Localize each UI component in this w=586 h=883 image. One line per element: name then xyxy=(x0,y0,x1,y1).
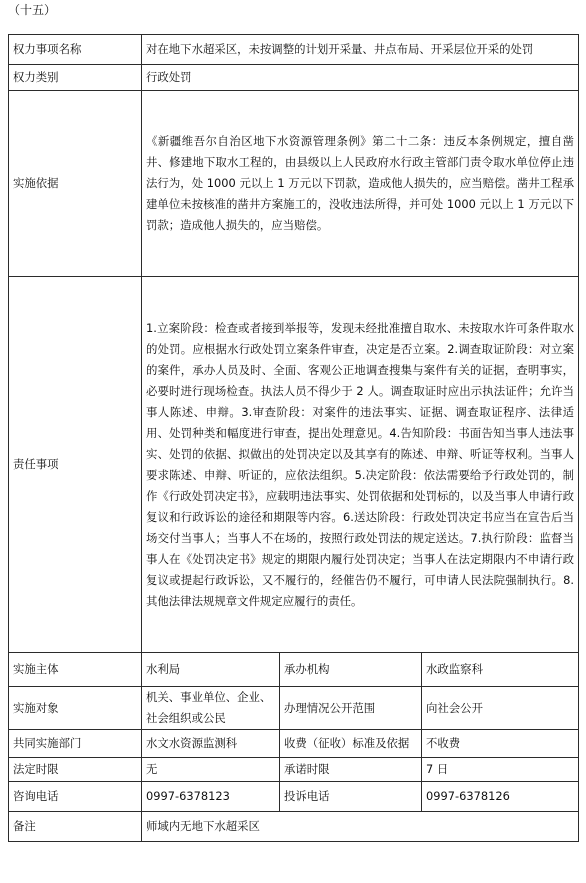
joint-dept-label: 共同实施部门 xyxy=(9,730,142,758)
consult-phone-label: 咨询电话 xyxy=(9,782,142,812)
row-phone xyxy=(9,782,579,812)
handling-org-label: 承办机构 xyxy=(280,653,422,687)
duty-label: 责任事项 xyxy=(9,277,142,653)
target-label: 实施对象 xyxy=(9,687,142,730)
row-remark xyxy=(9,812,579,842)
row-basis xyxy=(9,91,579,277)
basis-value: 《新疆维吾尔自治区地下水资源管理条例》第二十二条：违反本条例规定，擅自凿井、修建地下取水工程的，由县级以上人民政府水行政主管部门责令取水单位停止违法行为，处 1000 元以上 1 万元以下罚款，造成他人损失的，应当赔偿。凿井工程承建单位未按核准的凿井方案施工的，没收违法所得，并可处 1000 元以上 1 万元以下罚款；造成他人损失的，应当赔偿。 xyxy=(142,91,579,277)
disclosure-scope-value: 向社会公开 xyxy=(422,687,579,730)
complaint-phone-value: 0997-6378126 xyxy=(422,782,579,812)
power-item-value: 对在地下水超采区，未按调整的计划开采量、井点布局、开采层位开采的处罚 xyxy=(142,35,579,65)
disclosure-scope-label: 办理情况公开范围 xyxy=(280,687,422,730)
row-target xyxy=(9,687,579,730)
subject-label: 实施主体 xyxy=(9,653,142,687)
power-item-label: 权力事项名称 xyxy=(9,35,142,65)
row-power-item xyxy=(9,35,579,65)
fee-standard-label: 收费（征收）标准及依据 xyxy=(280,730,422,758)
row-joint xyxy=(9,730,579,758)
legal-limit-value: 无 xyxy=(142,758,280,782)
power-type-value: 行政处罚 xyxy=(142,65,579,91)
promise-limit-value: 7 日 xyxy=(422,758,579,782)
row-subject xyxy=(9,653,579,687)
power-type-label: 权力类别 xyxy=(9,65,142,91)
row-power-type xyxy=(9,65,579,91)
promise-limit-label: 承诺时限 xyxy=(280,758,422,782)
row-limit xyxy=(9,758,579,782)
section-heading: （十五） xyxy=(8,3,57,17)
complaint-phone-label: 投诉电话 xyxy=(280,782,422,812)
legal-limit-label: 法定时限 xyxy=(9,758,142,782)
power-item-table xyxy=(8,34,579,842)
row-duty xyxy=(9,277,579,653)
remark-value: 师域内无地下水超采区 xyxy=(142,812,579,842)
consult-phone-value: 0997-6378123 xyxy=(142,782,280,812)
target-value: 机关、事业单位、企业、社会组织或公民 xyxy=(142,687,280,730)
basis-label: 实施依据 xyxy=(9,91,142,277)
fee-standard-value: 不收费 xyxy=(422,730,579,758)
duty-value: 1.立案阶段：检查或者接到举报等，发现未经批准擅自取水、未按取水许可条件取水的处罚。应根据水行政处罚立案条件审查，决定是否立案。2.调查取证阶段：对立案的案件，承办人员及时、全面、客观公正地调查搜集与案件有关的证据，查明事实，必要时进行现场检查。执法人员不得少于 2 人。调查取证时应出示执法证件；允许当事人陈述、申辩。3.审查阶段：对案件的违法事实、证据、调查取证程序、法律适用、处罚种类和幅度进行审查，提出处理意见。4.告知阶段：书面告知当事人违法事实、处罚的依据、拟做出的处罚决定以及其享有的陈述、申辩、听证等权利。当事人要求陈述、申辩、听证的，应依法组织。5.决定阶段：依法需要给予行政处罚的，制作《行政处罚决定书》，应载明违法事实、处罚依据和处罚标的，以及当事人申请行政复议和行政诉讼的途径和期限等内容。6.送达阶段：行政处罚决定书应当在宣告后当场交付当事人；当事人不在场的，按照行政处罚法的规定送达。7.执行阶段：监督当事人在《处罚决定书》规定的期限内履行处罚决定；当事人在法定期限内不申请行政复议或提起行政诉讼，又不履行的，经催告仍不履行，可申请人民法院强制执行。8.其他法律法规规章文件规定应履行的责任。 xyxy=(142,277,579,653)
handling-org-value: 水政监察科 xyxy=(422,653,579,687)
joint-dept-value: 水文水资源监测科 xyxy=(142,730,280,758)
subject-value: 水利局 xyxy=(142,653,280,687)
remark-label: 备注 xyxy=(9,812,142,842)
